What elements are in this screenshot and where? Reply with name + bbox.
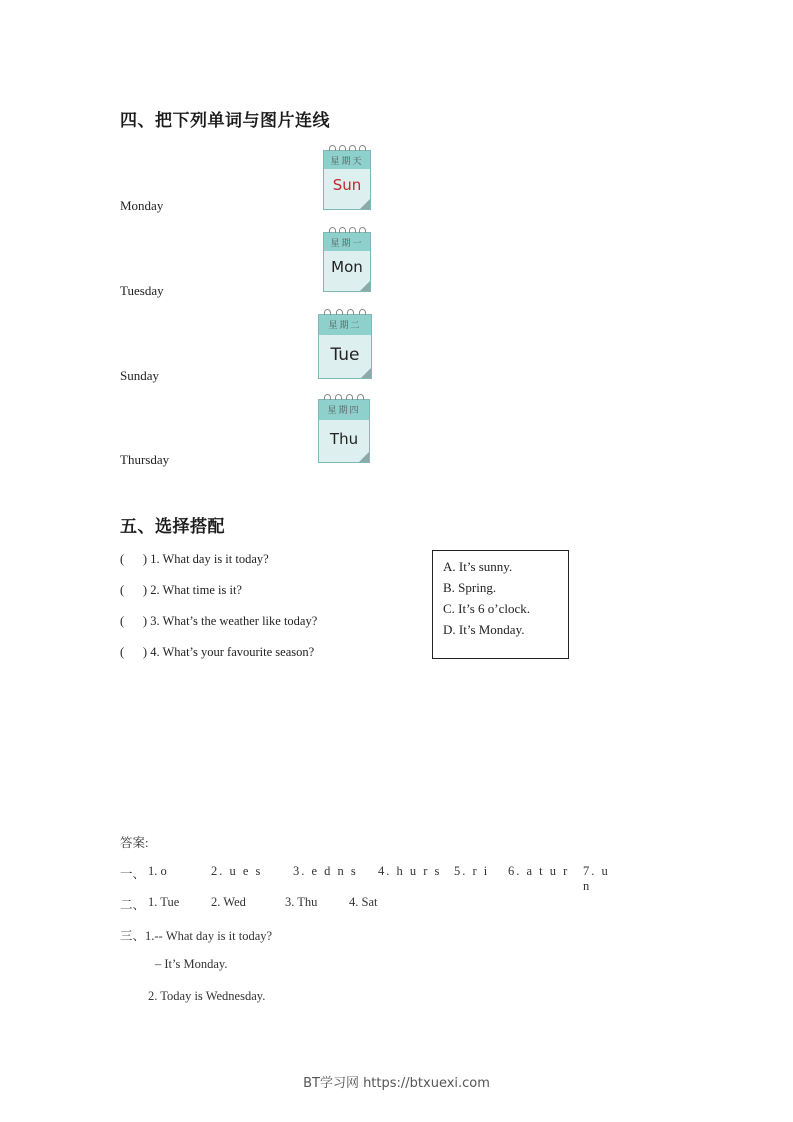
question-text: 2. What time is it?: [150, 583, 242, 597]
footer-watermark: BT学习网 https://btxuexi.com: [303, 1076, 490, 1091]
answer-bracket[interactable]: ( ): [120, 645, 148, 659]
word-thursday: Thursday: [120, 452, 170, 467]
answer-bracket[interactable]: ( ): [120, 583, 148, 597]
answer-item: 3. e d n s: [293, 864, 358, 878]
part1-prefix: 一、: [120, 867, 146, 881]
calendar-tue-icon: [318, 314, 372, 379]
calendar-mon-icon: [323, 232, 371, 292]
option-c: C. It’s 6 o’clock.: [443, 601, 531, 616]
answer-bracket[interactable]: ( ): [120, 614, 148, 628]
answer-item: 5. r i: [454, 864, 490, 878]
section5-title: 五、选择搭配: [120, 517, 225, 537]
calendar-cn-label: 星期二: [328, 321, 362, 331]
option-a: A. It’s sunny.: [443, 559, 513, 574]
calendar-en-label: Thu: [329, 430, 359, 448]
question-1: [120, 552, 269, 567]
part2-prefix: 二、: [120, 898, 146, 912]
answers-part3-line2: – It’s Monday.: [155, 957, 228, 971]
answer-item: 2. u e s: [211, 864, 263, 878]
answers-part2: [120, 895, 420, 911]
answer-item: 1. Tue: [148, 895, 180, 909]
question-3: [120, 614, 317, 629]
question-text: 4. What’s your favourite season?: [150, 645, 315, 659]
answer-item: 2. Wed: [211, 895, 246, 909]
word-tuesday: Tuesday: [120, 283, 164, 298]
word-sunday: Sunday: [120, 368, 159, 383]
answer-item: 7. u n: [583, 864, 610, 893]
question-2: [120, 583, 242, 598]
answers-part1: [120, 864, 620, 893]
calendar-cn-label: 星期四: [327, 406, 361, 416]
options-box: [432, 550, 569, 659]
answer-item: 1. o: [148, 864, 167, 878]
calendar-en-label: Mon: [331, 258, 363, 276]
section4-title: 四、把下列单词与图片连线: [120, 111, 330, 131]
calendar-en-label: Sun: [332, 176, 362, 194]
option-b: B. Spring.: [443, 580, 497, 595]
question-text: 3. What’s the weather like today?: [150, 614, 318, 628]
answers-part3-line1: 三、1.-- What day is it today?: [120, 929, 273, 943]
calendar-cn-label: 星期天: [330, 157, 364, 167]
question-4: [120, 645, 314, 660]
answer-item: 4. Sat: [349, 895, 378, 909]
word-monday: Monday: [120, 198, 164, 213]
answer-item: 4. h u r s: [378, 864, 442, 878]
answer-item: 3. Thu: [285, 895, 318, 909]
answers-part3-line3: 2. Today is Wednesday.: [148, 989, 266, 1003]
option-d: D. It’s Monday.: [443, 622, 525, 637]
calendar-en-label: Tue: [330, 345, 360, 365]
calendar-cn-label: 星期一: [330, 239, 364, 249]
answer-item: 6. a t u r: [508, 864, 570, 878]
calendar-sun-icon: [323, 150, 371, 210]
calendar-thu-icon: [318, 399, 370, 463]
question-text: 1. What day is it today?: [150, 552, 269, 566]
answers-label: 答案:: [120, 836, 149, 850]
answer-bracket[interactable]: ( ): [120, 552, 148, 566]
